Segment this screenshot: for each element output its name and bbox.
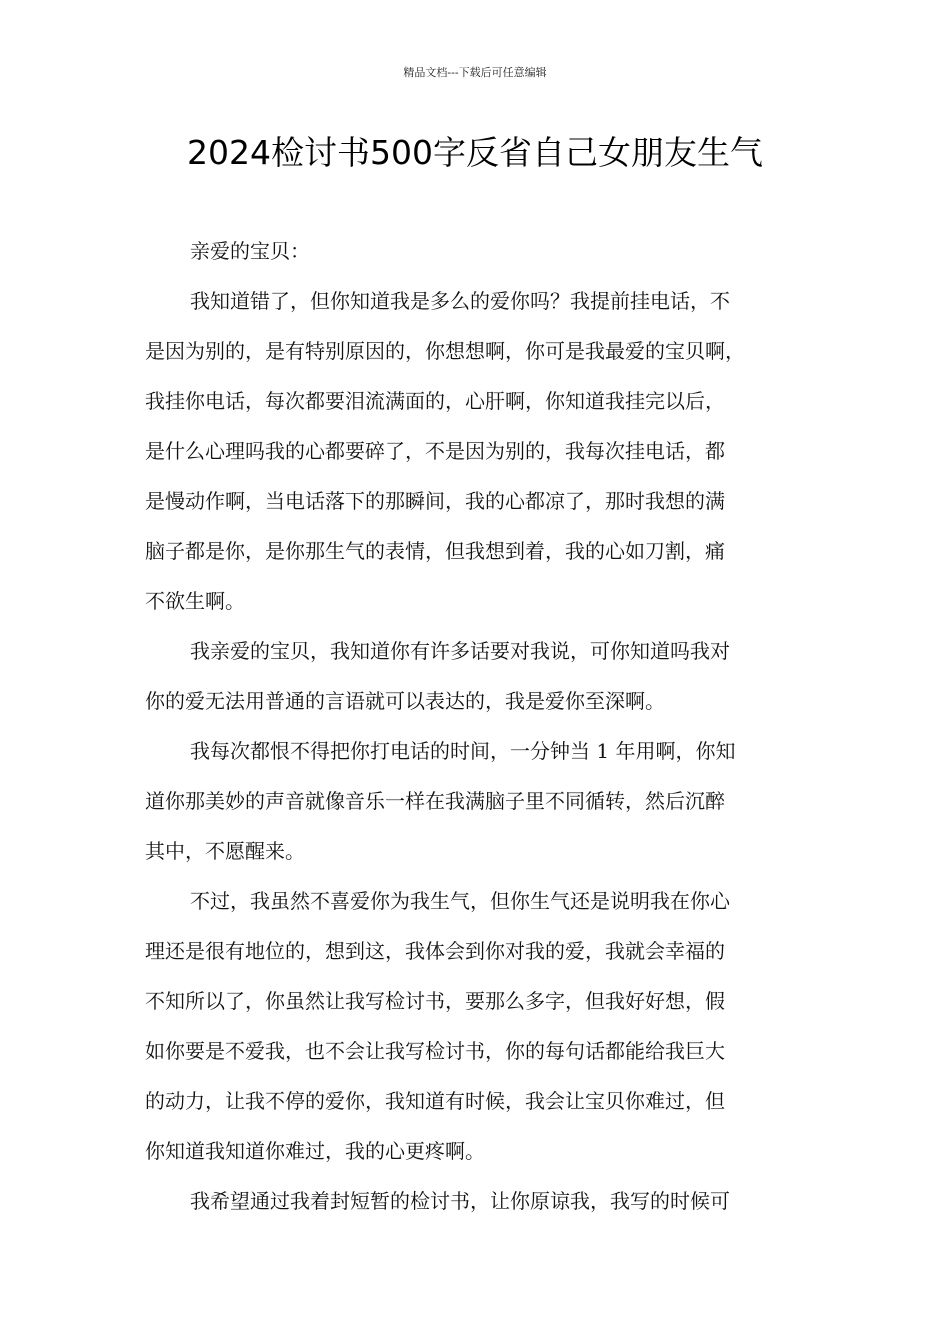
paragraph-line: 是因为别的，是有特别原因的，你想想啊，你可是我最爱的宝贝啊， (145, 339, 745, 363)
paragraph-line: 不欲生啊。 (145, 589, 245, 613)
paragraph-line: 理还是很有地位的，想到这，我体会到你对我的爱，我就会幸福的 (145, 939, 725, 963)
paragraph-line: 我挂你电话，每次都要泪流满面的，心肝啊，你知道我挂完以后， (145, 389, 725, 413)
paragraph-line: 是慢动作啊，当电话落下的那瞬间，我的心都凉了，那时我想的满 (145, 489, 725, 513)
letter-body (145, 230, 815, 1230)
paragraph-line: 我希望通过我着封短暂的检讨书，让你原谅我，我写的时候可 (190, 1189, 730, 1213)
paragraph-line: 我亲爱的宝贝，我知道你有许多话要对我说，可你知道吗我对 (190, 639, 730, 663)
paragraph-line: 不过，我虽然不喜爱你为我生气，但你生气还是说明我在你心 (190, 889, 730, 913)
paragraph-line: 我知道错了，但你知道我是多么的爱你吗？我提前挂电话，不 (190, 289, 730, 313)
header-note: 精品文档---下载后可任意编辑 (403, 66, 547, 79)
paragraph-line: 不知所以了，你虽然让我写检讨书，要那么多字，但我好好想，假 (145, 989, 725, 1013)
salutation-line: 亲爱的宝贝： (190, 239, 310, 263)
paragraph-line: 我每次都恨不得把你打电话的时间，一分钟当 1 年用啊，你知 (190, 739, 736, 763)
paragraph-line: 如你要是不爱我，也不会让我写检讨书，你的每句话都能给我巨大 (145, 1039, 725, 1063)
paragraph-line: 你的爱无法用普通的言语就可以表达的，我是爱你至深啊。 (145, 689, 665, 713)
paragraph-line: 其中，不愿醒来。 (145, 839, 305, 863)
paragraph-line: 是什么心理吗我的心都要碎了，不是因为别的，我每次挂电话，都 (145, 439, 725, 463)
paragraph-line: 的动力，让我不停的爱你，我知道有时候，我会让宝贝你难过，但 (145, 1089, 725, 1113)
paragraph-line: 脑子都是你，是你那生气的表情，但我想到着，我的心如刀割，痛 (145, 539, 725, 563)
document-title: 2024检讨书500字反省自己女朋友生气 (187, 133, 763, 172)
paragraph-line: 道你那美妙的声音就像音乐一样在我满脑子里不同循转，然后沉醉 (145, 789, 725, 813)
paragraph-line: 你知道我知道你难过，我的心更疼啊。 (145, 1139, 485, 1163)
